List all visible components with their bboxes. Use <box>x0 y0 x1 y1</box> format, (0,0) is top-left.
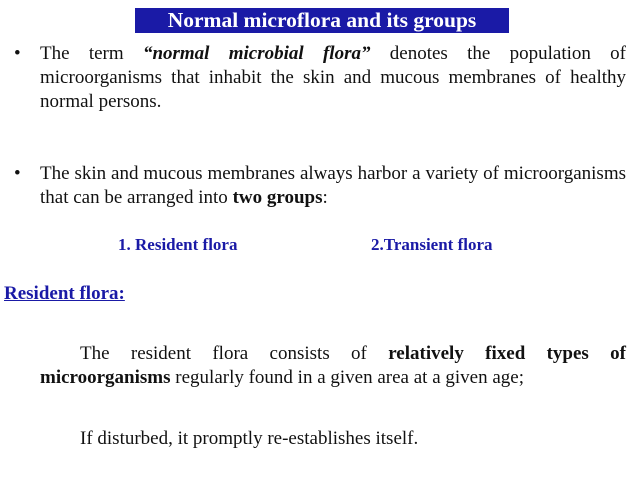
bullet-item-definition <box>14 42 626 114</box>
bullet-marker: • <box>14 43 21 64</box>
group-label-resident: 1. Resident flora <box>118 235 238 254</box>
group-label-transient: 2.Transient flora <box>371 235 493 254</box>
bullet-item-groups <box>14 162 626 210</box>
bullet-term: “normal microbial flora” <box>142 43 371 64</box>
bullet-text-post: : <box>322 187 328 208</box>
bullet-text <box>40 162 626 210</box>
bullet-text-post: denotes the population of microorganisms that inhabit the skin and mucous membranes of healthy normal persons. <box>40 43 626 112</box>
paragraph-reestablish: If disturbed, it promptly re-establishes itself. <box>80 428 419 449</box>
bullet-emphasis: two groups <box>232 187 323 208</box>
section-heading-resident-flora: Resident flora: <box>4 283 125 304</box>
paragraph-text-post: regularly found in a given area at a given age; <box>170 367 524 388</box>
paragraph-text-pre: The resident flora consists of <box>80 343 389 364</box>
paragraph-emphasis: relatively fixed types of microorganisms <box>40 343 626 388</box>
bullet-text-pre: The term <box>40 43 143 64</box>
bullet-marker: • <box>14 163 21 184</box>
bullet-text-pre: The skin and mucous membranes always harbor a variety of microorganisms that can be arranged into <box>40 163 626 208</box>
slide-title: Normal microflora and its groups <box>135 8 509 33</box>
bullet-text <box>40 42 626 114</box>
paragraph-resident-definition <box>40 342 626 390</box>
